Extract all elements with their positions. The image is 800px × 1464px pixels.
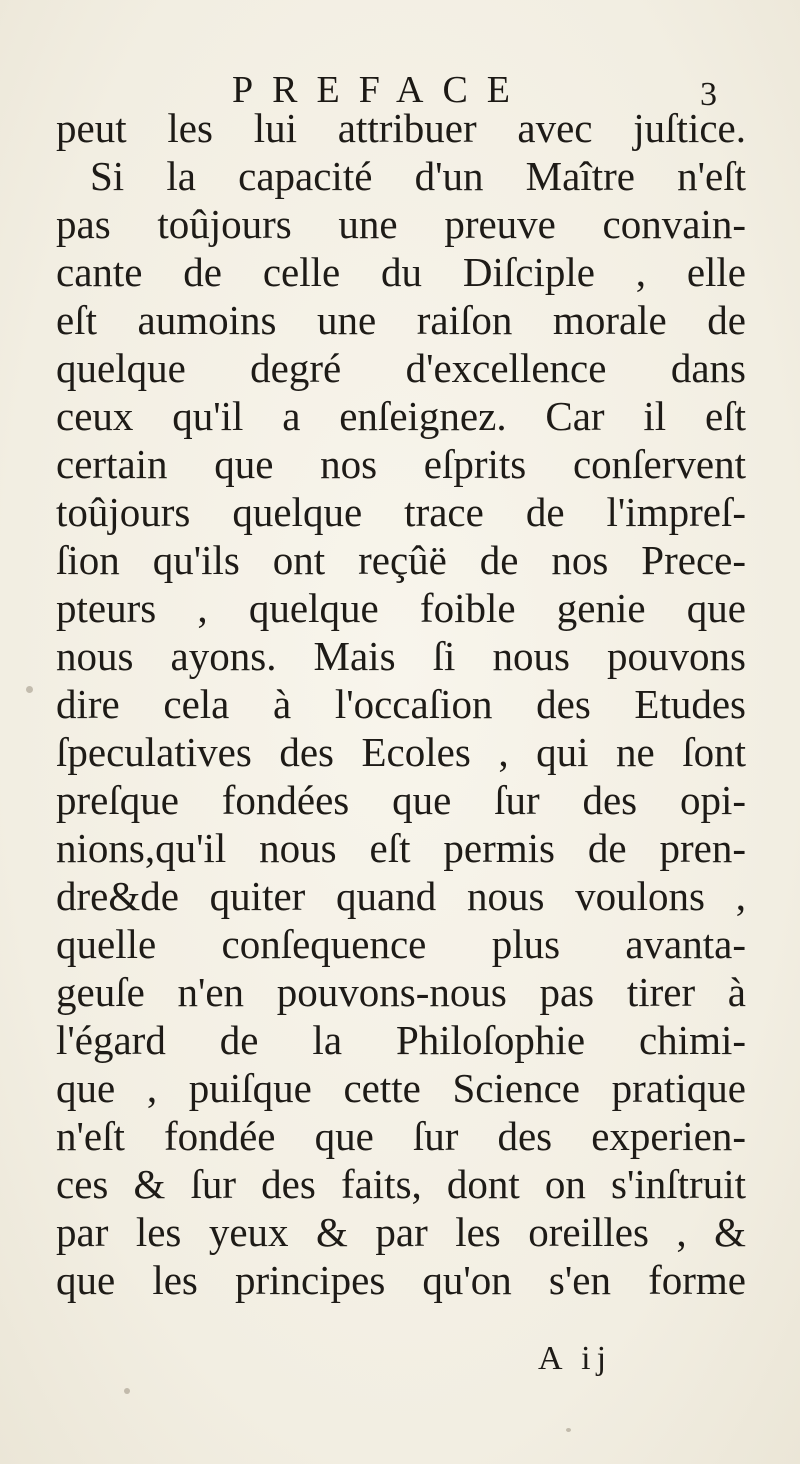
text-line: nions,qu'il nous eſt permis de pren- <box>56 825 746 871</box>
signature-mark: A ij <box>538 1340 613 1377</box>
text-line: nous ayons. Mais ſi nous pouvons <box>56 633 746 679</box>
text-line: Si la capacité d'un Maître n'eſt <box>90 153 746 199</box>
text-line: ſpeculatives des Ecoles , qui ne ſont <box>56 729 746 775</box>
text-line: peut les lui attribuer avec juſtice. <box>56 105 746 151</box>
text-line: pas toûjours une preuve convain- <box>56 201 746 247</box>
text-line: n'eſt fondée que ſur des experien- <box>56 1113 746 1159</box>
ink-speck <box>26 686 33 693</box>
text-line: toûjours quelque trace de l'impreſ- <box>56 489 746 535</box>
text-line: ſion qu'ils ont reçûë de nos Prece- <box>56 537 746 583</box>
text-line: quelque degré d'excellence dans <box>56 345 746 391</box>
text-line: dre&de quiter quand nous voulons , <box>56 873 746 919</box>
text-line: cante de celle du Diſciple , elle <box>56 249 746 295</box>
ink-speck <box>124 1388 130 1394</box>
text-line: dire cela à l'occaſion des Etudes <box>56 681 746 727</box>
text-line: ceux qu'il a enſeignez. Car il eſt <box>56 393 746 439</box>
text-line: ces & ſur des faits, dont on s'inſtruit <box>56 1161 746 1207</box>
running-title: PREFACE <box>232 69 530 111</box>
text-line: geuſe n'en pouvons-nous pas tirer à <box>56 969 746 1015</box>
ink-speck <box>566 1428 571 1432</box>
text-line: pteurs , quelque foible genie que <box>56 585 746 631</box>
text-line: certain que nos eſprits conſervent <box>56 441 746 487</box>
text-line: preſque fondées que ſur des opi- <box>56 777 746 823</box>
text-line: l'égard de la Philoſophie chimi- <box>56 1017 746 1063</box>
text-line: quelle conſequence plus avanta- <box>56 921 746 967</box>
text-line: par les yeux & par les oreilles , & <box>56 1209 746 1255</box>
page-number: 3 <box>700 76 717 113</box>
text-line: eſt aumoins une raiſon morale de <box>56 297 746 343</box>
text-line: que , puiſque cette Science pratique <box>56 1065 746 1111</box>
text-line: que les principes qu'on s'en forme <box>56 1257 746 1303</box>
